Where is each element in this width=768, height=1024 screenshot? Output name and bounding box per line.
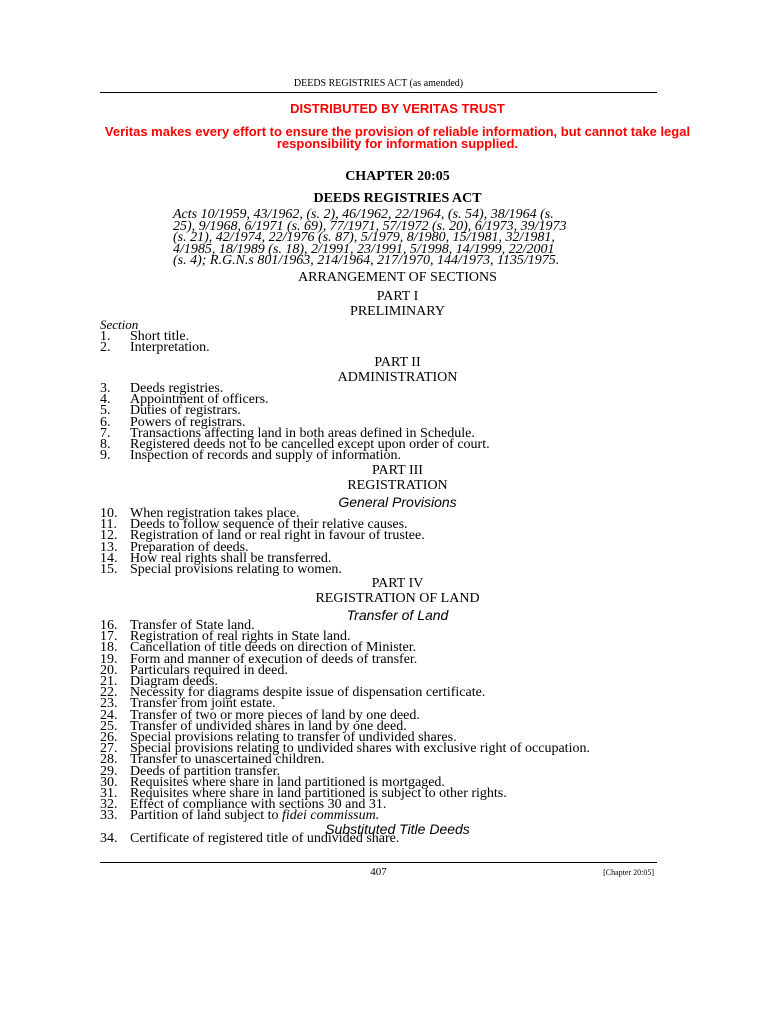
part-4-subheading-title-deeds: Substituted Title Deeds (325, 821, 470, 837)
section-title: Form and manner of execution of deeds of transfer. (130, 651, 418, 667)
section-title-italic: fidei commissum. (282, 808, 380, 824)
section-number: 20. (100, 662, 118, 678)
section-title: Cancellation of title deeds on direction of Minister. (130, 640, 417, 656)
section-number: 6. (100, 414, 111, 430)
section-title: Necessity for diagrams despite issue of dispensation certificate. (130, 685, 486, 701)
part-1-title: PRELIMINARY (350, 304, 445, 319)
section-number: 14. (100, 550, 118, 566)
amending-acts (173, 209, 633, 267)
section-number: 34. (100, 831, 118, 846)
section-number: 29. (100, 763, 118, 779)
section-number: 32. (100, 797, 118, 813)
section-title: Special provisions relating to transfer of undivided shares. (130, 730, 457, 745)
section-number: 8. (100, 437, 111, 452)
section-title: Transfer of State land. (130, 618, 255, 633)
arrangement-heading: ARRANGEMENT OF SECTIONS (298, 270, 497, 285)
amending-acts-line: 4/1985, 18/1989 (s. 18), 2/1991, 23/1991, 5/1998, 14/1999, 22/2001 (173, 241, 555, 257)
part-4-subheading: Transfer of Land (346, 607, 449, 623)
section-title: Appointment of officers. (130, 392, 269, 408)
section-number: 3. (100, 381, 111, 396)
section-title: Certificate of registered title of undivided share. (130, 831, 400, 846)
section-title: Diagram deeds. (130, 674, 218, 689)
part-3-subheading: General Provisions (338, 494, 457, 510)
section-number: 18. (100, 640, 118, 656)
section-title: When registration takes place. (130, 506, 300, 521)
part-3-title: REGISTRATION (347, 478, 448, 493)
section-label: Section (100, 317, 139, 332)
section-title: Registration of land or real right in favour of trustee. (130, 528, 425, 544)
section-title: Powers of registrars. (130, 414, 246, 430)
header-rule (100, 92, 657, 93)
section-title: Inspection of records and supply of information. (130, 448, 401, 464)
section-number: 5. (100, 403, 111, 419)
section-number: 27. (100, 741, 118, 757)
section-number: 28. (100, 752, 118, 768)
section-number: 16. (100, 618, 118, 633)
section-title: Transfer of undivided shares in land by one deed. (130, 718, 407, 734)
section-number: 23. (100, 696, 118, 712)
section-number: 15. (100, 562, 118, 577)
section-number: 2. (100, 340, 111, 356)
section-number: 33. (100, 808, 118, 824)
section-number: 10. (100, 506, 118, 521)
part-4-label: PART IV (371, 576, 424, 591)
amending-acts-line: Acts 10/1959, 43/1962, (s. 2), 46/1962, 22/1964, (s. 54), 38/1964 (s. (173, 207, 554, 222)
section-number: 24. (100, 707, 118, 723)
section-title: Duties of registrars. (130, 403, 241, 419)
section-title: Requisites where share in land partitioned is subject to other rights. (130, 786, 507, 801)
section-title: Transfer of two or more pieces of land by one deed. (130, 707, 420, 723)
disclaimer-line: responsibility for information supplied. (276, 136, 519, 151)
section-number: 12. (100, 528, 118, 544)
section-title: Deeds registries. (130, 381, 224, 396)
section-title: Effect of compliance with sections 30 and 31. (130, 797, 387, 813)
section-number: 17. (100, 629, 118, 645)
section-entry (100, 448, 700, 464)
section-number: 1. (100, 329, 111, 344)
section-title: Partition of land subject to (130, 808, 283, 824)
distributed-notice: DISTRIBUTED BY VERITAS TRUST (290, 101, 505, 116)
section-number: 19. (100, 651, 118, 667)
section-title: Transfer from joint estate. (130, 696, 276, 712)
chapter-reference: [Chapter 20:05] (603, 868, 654, 877)
section-number: 11. (100, 517, 117, 533)
part-2-title: ADMINISTRATION (337, 370, 458, 385)
section-title: Registered deeds not to be cancelled except upon order of court. (130, 437, 490, 452)
chapter-number: CHAPTER 20:05 (345, 169, 450, 184)
section-number: 30. (100, 774, 118, 790)
footer-rule (100, 862, 657, 863)
amending-acts-line: 25), 9/1968, 6/1971 (s. 69), 77/1971, 57/1972 (s. 20), 6/1973, 39/1973 (173, 218, 567, 234)
section-title: Interpretation. (130, 340, 210, 356)
section-entry (100, 808, 700, 824)
section-number: 31. (100, 786, 118, 801)
section-title: Transactions affecting land in both areas defined in Schedule. (130, 425, 475, 441)
part-4-title: REGISTRATION OF LAND (315, 591, 480, 606)
section-number: 4. (100, 392, 111, 408)
part-1-label: PART I (376, 289, 419, 304)
section-title: Special provisions relating to undivided shares with exclusive right of occupation. (130, 741, 590, 757)
section-title: Short title. (130, 329, 190, 344)
section-number: 22. (100, 685, 118, 701)
section-entry (100, 340, 700, 356)
section-title: Requisites where share in land partitioned is mortgaged. (130, 774, 445, 790)
section-number: 26. (100, 730, 118, 745)
section-number: 25. (100, 718, 118, 734)
disclaimer-line: Veritas makes every effort to ensure the provision of reliable information, but cannot take legal (104, 124, 691, 139)
act-title: DEEDS REGISTRIES ACT (313, 191, 482, 206)
amending-acts-line: (s. 21), 42/1974, 22/1976 (s. 87), 5/1979, 8/1980, 15/1981, 32/1981, (173, 230, 555, 245)
section-entry (100, 833, 700, 844)
section-title: Deeds of partition transfer. (130, 763, 281, 779)
section-number: 13. (100, 539, 118, 555)
section-title: Preparation of deeds. (130, 539, 249, 555)
page-number: 407 (370, 866, 387, 878)
section-title: Particulars required in deed. (130, 662, 288, 678)
section-number: 21. (100, 674, 118, 689)
amending-acts-line: (s. 4); R.G.N.s 801/1963, 214/1964, 217/1970, 144/1973, 1135/1975. (173, 253, 560, 268)
section-entry (100, 564, 700, 575)
section-title: Registration of real rights in State land. (130, 629, 351, 645)
section-title: Special provisions relating to women. (130, 562, 342, 577)
part-3-label: PART III (372, 463, 423, 478)
section-number: 7. (100, 425, 111, 441)
part-2-label: PART II (374, 355, 421, 370)
section-title: Deeds to follow sequence of their relative causes. (130, 517, 408, 533)
section-title: Transfer to unascertained children. (130, 752, 325, 768)
section-number: 9. (100, 448, 111, 464)
disclaimer (100, 126, 695, 150)
section-title: How real rights shall be transferred. (130, 550, 332, 566)
running-head: DEEDS REGISTRIES ACT (as amended) (293, 78, 464, 89)
